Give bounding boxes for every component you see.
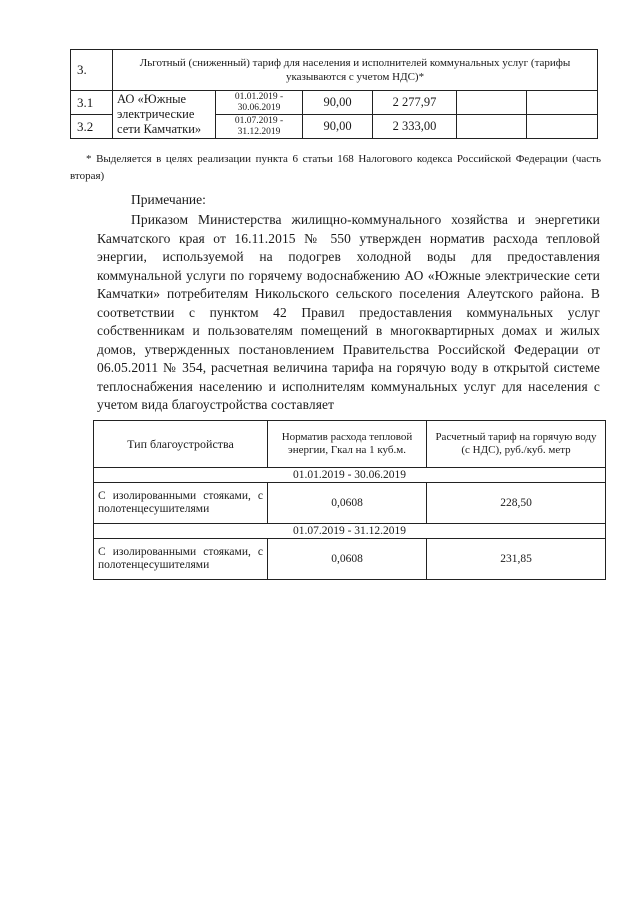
period-dates: 01.07.2019 - 31.12.2019 [216,115,303,139]
footnote [70,151,601,185]
period-row [94,468,606,483]
header-norm: Норматив расхода тепловой энергии, Гкал на 1 куб.м. [268,421,427,468]
empty-cell [457,115,527,139]
table-row [94,483,606,524]
table-row [94,539,606,580]
header-tariff: Расчетный тариф на горячую воду (с НДС), руб./куб. метр [427,421,606,468]
row-number: 3.2 [71,115,113,139]
improvement-table [93,420,606,580]
period-row [94,524,606,539]
improvement-type: С изолированными стояками, с полотенцесушителями [94,483,268,524]
note-body: Приказом Министерства жилищно-коммунального хозяйства и энергетики Камчатского края от 16.11.2015 № 550 утвержден норматив расхода тепловой энергии, используемой на подогрев холодной воды для предоставления коммунальной услуги по горячему водоснабжению АО «Южные электрические сети Камчатки» потребителям Никольского сельского поселения Алеутского района. В соответствии с пунктом 42 Правил предоставления коммунальных услуг собственникам и пользователям помещений в многоквартирных домах и жилых домов, утвержденных постановлением Правительства Российской Федерации от 06.05.2011 № 354, расчетная величина тарифа на горячую воду в открытой системе теплоснабжения населению и исполнителям коммунальных услуг для населения с учетом вида благоустройства составляет [97,212,600,412]
empty-cell [457,91,527,115]
tariff-value: 228,50 [427,483,606,524]
table-row [71,91,598,115]
organization-name: АО «Южные электрические сети Камчатки» [113,91,216,139]
header-type: Тип благоустройства [94,421,268,468]
improvement-table-header [94,421,606,468]
note-title: Примечание: [131,192,206,207]
period-label: 01.07.2019 - 31.12.2019 [94,524,606,539]
value-cell: 2 277,97 [373,91,457,115]
norm-value: 0,0608 [268,539,427,580]
norm-value: 0,0608 [268,483,427,524]
tariff-table [70,49,598,139]
period-label: 01.01.2019 - 30.06.2019 [94,468,606,483]
value-cell: 90,00 [303,91,373,115]
empty-cell [527,91,598,115]
row-number: 3.1 [71,91,113,115]
value-cell: 2 333,00 [373,115,457,139]
empty-cell [527,115,598,139]
value-cell: 90,00 [303,115,373,139]
improvement-type: С изолированными стояками, с полотенцесушителями [94,539,268,580]
tariff-table-header-row [71,50,598,91]
row-number: 3. [71,50,113,91]
footnote-text: * Выделяется в целях реализации пункта 6 статьи 168 Налогового кодекса Российской Федерации (часть вторая) [70,153,601,182]
tariff-value: 231,85 [427,539,606,580]
period-dates: 01.01.2019 - 30.06.2019 [216,91,303,115]
tariff-category: Льготный (сниженный) тариф для населения и исполнителей коммунальных услуг (тарифы указываются с учетом НДС)* [113,50,598,91]
